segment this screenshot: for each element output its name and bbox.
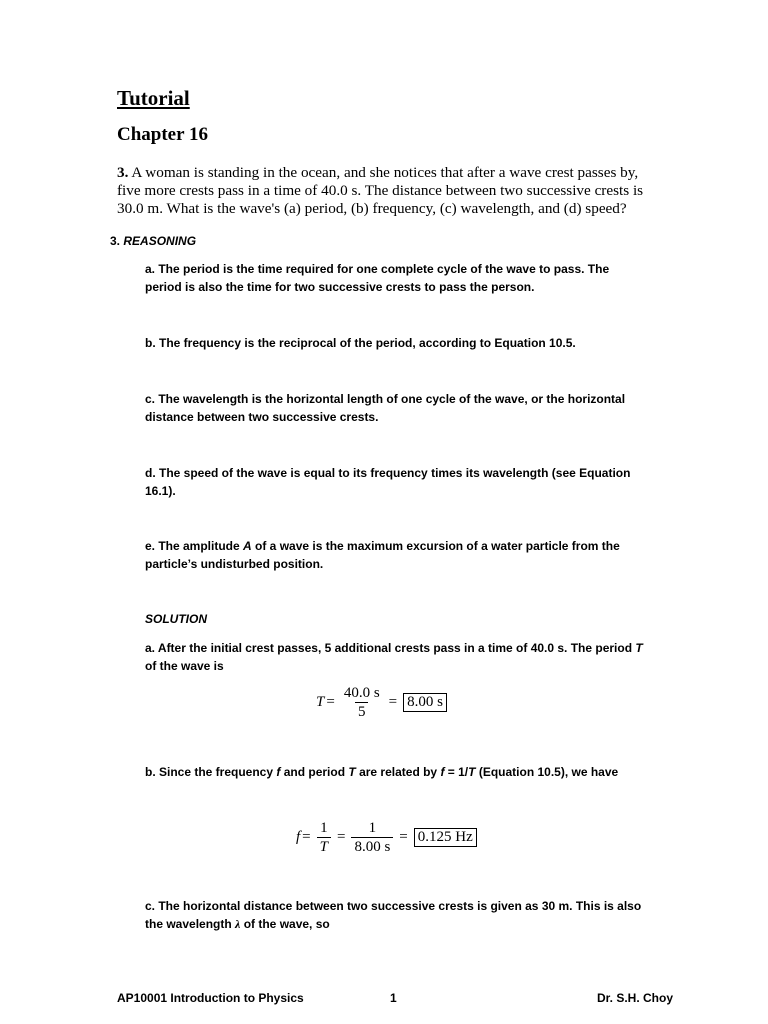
- solution-b-mid2: are related by: [355, 765, 441, 779]
- solution-b: [145, 764, 665, 782]
- frequency-symbol: f: [276, 765, 281, 779]
- problem-number: 3.: [117, 164, 129, 181]
- eq2-equals-2: =: [336, 829, 346, 845]
- solution-b-pre: b. Since the frequency: [145, 765, 277, 779]
- solution-c-post: of the wave, so: [240, 916, 330, 931]
- solution-a-pre: a. After the initial crest passes, 5 additional crests pass in a time of 40.0 s. The period: [145, 641, 636, 655]
- solution-a-post: of the wave is: [145, 658, 224, 673]
- eq1-fraction: [341, 684, 383, 721]
- eq1-result: 8.00 s: [403, 693, 447, 712]
- eq1-equals: =: [326, 694, 335, 710]
- reasoning-e-post: of a wave is the maximum excursion of a water particle from the particle’s undisturbed position.: [145, 539, 620, 571]
- period-symbol-b2: T: [468, 765, 476, 779]
- solution-a: [145, 640, 645, 675]
- reasoning-label: [110, 234, 196, 248]
- solution-b-mid: and period: [280, 765, 349, 779]
- solution-b-rel: = 1/: [444, 765, 469, 779]
- chapter-heading: Chapter 16: [117, 124, 208, 145]
- footer-course: AP10001 Introduction to Physics: [117, 991, 304, 1005]
- page-title: Tutorial: [117, 86, 190, 110]
- eq2-equals: =: [302, 829, 311, 845]
- reasoning-d: d. The speed of the wave is equal to its frequency times its wavelength (see Equation 16.1).: [145, 466, 631, 498]
- solution-c: [145, 898, 645, 933]
- amplitude-symbol: A: [243, 539, 252, 553]
- solution-label: [145, 612, 207, 626]
- eq2-lhs: f: [296, 829, 301, 845]
- period-symbol: T: [635, 641, 643, 655]
- reasoning-e: [145, 538, 645, 573]
- equation-period: [316, 684, 447, 721]
- wavelength-symbol: λ: [235, 916, 241, 931]
- problem-text: A woman is standing in the ocean, and she notices that after a wave crest passes by, five more crests pass in a time of 40.0 s. The distance between two successive crests is 30.0 m. What is the wave's (a) period, (b) frequency, (c) wavelength, and (d) speed?: [117, 164, 644, 217]
- problem-statement: [117, 164, 662, 218]
- eq1-denominator: 5: [355, 702, 369, 721]
- eq2-fraction-1: [317, 819, 331, 856]
- eq2-equals-3: =: [399, 829, 408, 845]
- footer-page-number: 1: [390, 991, 397, 1005]
- reasoning-number: 3.: [110, 234, 121, 248]
- eq1-numerator: 40.0 s: [343, 685, 380, 701]
- eq2-denominator-2: 8.00 s: [351, 837, 393, 856]
- reasoning-b: b. The frequency is the reciprocal of the period, according to Equation 10.5.: [145, 336, 576, 350]
- equation-frequency: [296, 819, 477, 856]
- eq1-equals-2: =: [388, 694, 398, 710]
- eq2-result: 0.125 Hz: [414, 828, 477, 847]
- reasoning-title: REASONING: [123, 234, 197, 248]
- eq2-numerator-2: 1: [368, 820, 377, 836]
- eq2-fraction-2: [351, 819, 393, 856]
- eq2-denominator-1: T: [317, 837, 331, 856]
- reasoning-c: c. The wavelength is the horizontal length of one cycle of the wave, or the horizontal distance between two successive crests.: [145, 392, 626, 424]
- reasoning-a: a. The period is the time required for one complete cycle of the wave to pass. The period is also the time for two successive crests to pass the person.: [145, 262, 610, 294]
- solution-c-pre: c. The horizontal distance between two successive crests is given as 30 m. This is also the wavelength: [145, 899, 642, 931]
- solution-b-post: (Equation 10.5), we have: [475, 765, 619, 779]
- reasoning-e-pre: e. The amplitude: [145, 539, 244, 553]
- footer-author: Dr. S.H. Choy: [597, 991, 674, 1005]
- eq1-lhs: T: [316, 694, 325, 710]
- eq2-numerator-1: 1: [320, 820, 328, 836]
- frequency-symbol-2: f: [440, 765, 445, 779]
- period-symbol-b: T: [348, 765, 356, 779]
- solution-title: SOLUTION: [145, 612, 207, 626]
